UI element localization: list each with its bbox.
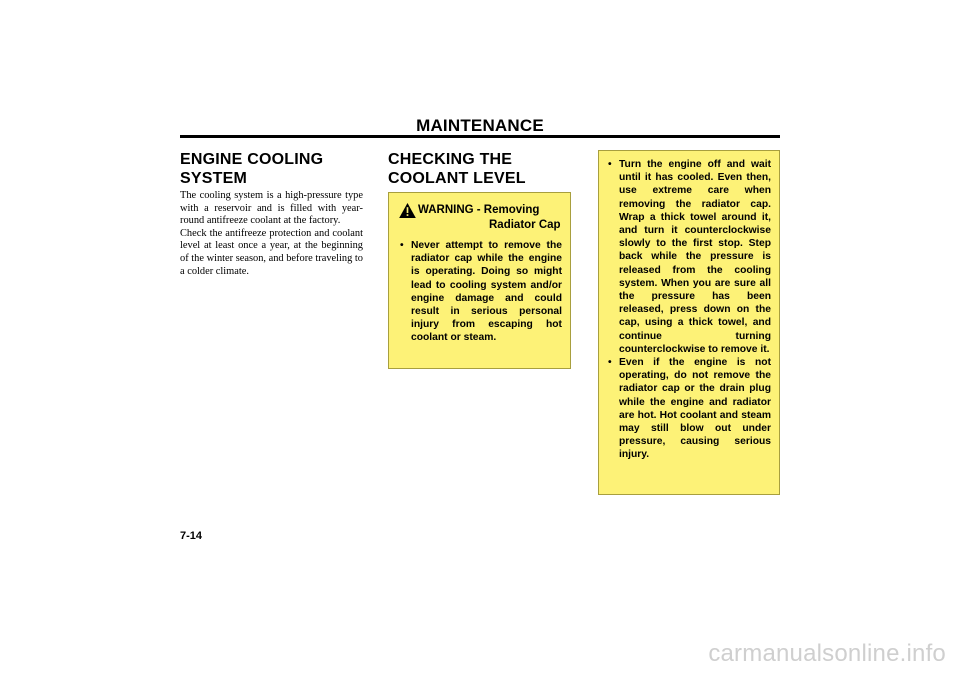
section-engine-cooling	[180, 150, 363, 278]
section-title: CHECKING THE COOLANT LEVEL	[388, 151, 526, 187]
warning-subtitle: Radiator Cap	[489, 219, 561, 231]
list-item: • Never attempt to remove the radiator cap while the engine is operating. Doing so might lead to cooling system and/or engine damage and could result in serious personal injury from escaping hot coolant or steam.	[399, 239, 562, 345]
warning-title: WARNING - Removing	[418, 204, 540, 216]
warning-list	[399, 239, 562, 345]
header-rule	[180, 135, 780, 138]
warning-triangle-icon	[399, 203, 416, 218]
section-title: ENGINE COOLING SYSTEM	[180, 151, 324, 187]
section-checking-coolant	[388, 150, 572, 188]
warning-box-continued	[598, 150, 780, 495]
paragraph: Check the antifreeze protection and coolant level at least once a year, at the beginning of the winter season, and before traveling to a colder climate.	[180, 227, 363, 277]
page-header: MAINTENANCE	[416, 116, 544, 135]
list-item: • Turn the engine off and wait until it has cooled. Even then, use extreme care when removing the radiator cap. Wrap a thick towel around it, and turn it counterclockwise slowly to the first stop. Step back while the pressure is released from the cooling system. When you are sure all the pressure has been released, press down on the cap, using a thick towel, and continue turning counterclockwise to remove it.	[607, 158, 771, 356]
paragraph: The cooling system is a high-pressure type with a reservoir and is filled with year-round antifreeze coolant at the factory.	[180, 190, 363, 227]
watermark: carmanualsonline.info	[708, 640, 946, 667]
list-item: • Even if the engine is not operating, do not remove the radiator cap or the drain plug while the engine and radiator are hot. Hot coolant and steam may still blow out under pressure, causing serious injury.	[607, 356, 771, 462]
warning-list	[607, 158, 771, 462]
warning-box-radiator-cap	[388, 192, 571, 369]
page-number: 7-14	[180, 530, 203, 542]
warning-header	[399, 203, 562, 233]
